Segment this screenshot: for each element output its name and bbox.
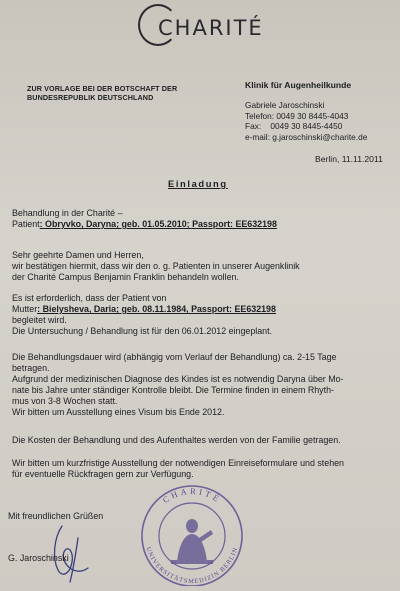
p5-line-2: für eventuelle Rückfragen gern zur Verfügung. (12, 469, 194, 479)
stamp-top-text: CHARITÉ (160, 485, 224, 506)
subject-block (12, 208, 394, 230)
clinic-contact (245, 100, 367, 142)
logo-text: CHARITÉ (158, 16, 264, 40)
letter-heading: Einladung (168, 178, 228, 189)
salutation: Sehr geehrte Damen und Herren, (12, 250, 144, 260)
stamp-figure (171, 519, 213, 564)
p3-line-6: Wir bitten um Ausstellung eines Visum bis Ende 2012. (12, 407, 225, 417)
paragraph-costs (12, 435, 394, 446)
closing-greeting: Mit freundlichen Grüßen (8, 511, 104, 521)
paragraph-salutation (12, 250, 394, 283)
patient-line (12, 219, 394, 230)
p1-line-1: wir bestätigen hiermit, dass wir den o. g. Patienten in unserer Augenklinik (12, 261, 300, 271)
contact-phone: Telefon: 0049 30 8445-4043 (245, 110, 349, 121)
letter-date: Berlin, 11.11.2011 (315, 154, 383, 164)
p3-line-1: Die Behandlungsdauer wird (abhängig vom Verlauf der Behandlung) ca. 2-15 Tage (12, 352, 337, 362)
clinic-title: Klinik für Augenheilkunde (245, 80, 352, 90)
p1-line-2: der Charité Campus Benjamin Franklin behandeln wollen. (12, 272, 239, 282)
paragraph-request (12, 458, 394, 480)
contact-name: Gabriele Jaroschinski (245, 100, 325, 110)
patient-label: Patient (12, 219, 40, 229)
contact-email: e-mail: g.jaroschinski@charite.de (245, 131, 368, 142)
charite-seal-stamp (133, 482, 251, 586)
embassy-line-1: ZUR VORLAGE BEI DER BOTSCHAFT DER (27, 84, 178, 93)
mother-line (12, 304, 394, 315)
p3-line-2: betragen. (12, 363, 50, 373)
p2-line-3: begleitet wird. (12, 315, 67, 325)
signer-name: G. Jaroschinski (8, 553, 69, 563)
patient-details: : Obryvko, Daryna; geb. 01.05.2010; Passport: EE632198 (39, 219, 277, 229)
subject-line: Behandlung in der Charité – (12, 208, 123, 218)
p2-line-4: Die Untersuchung / Behandlung ist für den 06.01.2012 eingeplant. (12, 326, 273, 336)
p2-line-1: Es ist erforderlich, dass der Patient von (12, 293, 167, 303)
p3-line-4: nate bis Jahre unter ständiger Kontrolle bleibt. Die Termine finden in einem Rhyth- (12, 385, 334, 395)
embassy-notice (27, 84, 217, 102)
p3-line-5: mus von 3-8 Wochen statt. (12, 396, 118, 406)
charite-logo (138, 4, 278, 46)
stamp-bottom-text: UNIVERSITÄTSMEDIZIN BERLIN (144, 546, 240, 586)
contact-fax: Fax: 0049 30 8445-4450 (245, 121, 343, 132)
p5-line-1: Wir bitten um kurzfristige Ausstellung der notwendigen Einreiseformulare und stehen (12, 458, 344, 468)
paragraph-duration (12, 352, 394, 418)
p4: Die Kosten der Behandlung und des Aufenthaltes werden von der Familie getragen. (12, 435, 341, 445)
paragraph-companion (12, 293, 394, 337)
mother-label: Mutter (12, 304, 38, 314)
p3-line-3: Aufgrund der medizinischen Diagnose des Kindes ist es notwendig Daryna über Mo- (12, 374, 344, 384)
embassy-line-2: BUNDESREPUBLIK DEUTSCHLAND (27, 93, 154, 102)
mother-details: : Bielysheva, Daria; geb. 08.11.1984, Passport: EE632198 (37, 304, 276, 314)
